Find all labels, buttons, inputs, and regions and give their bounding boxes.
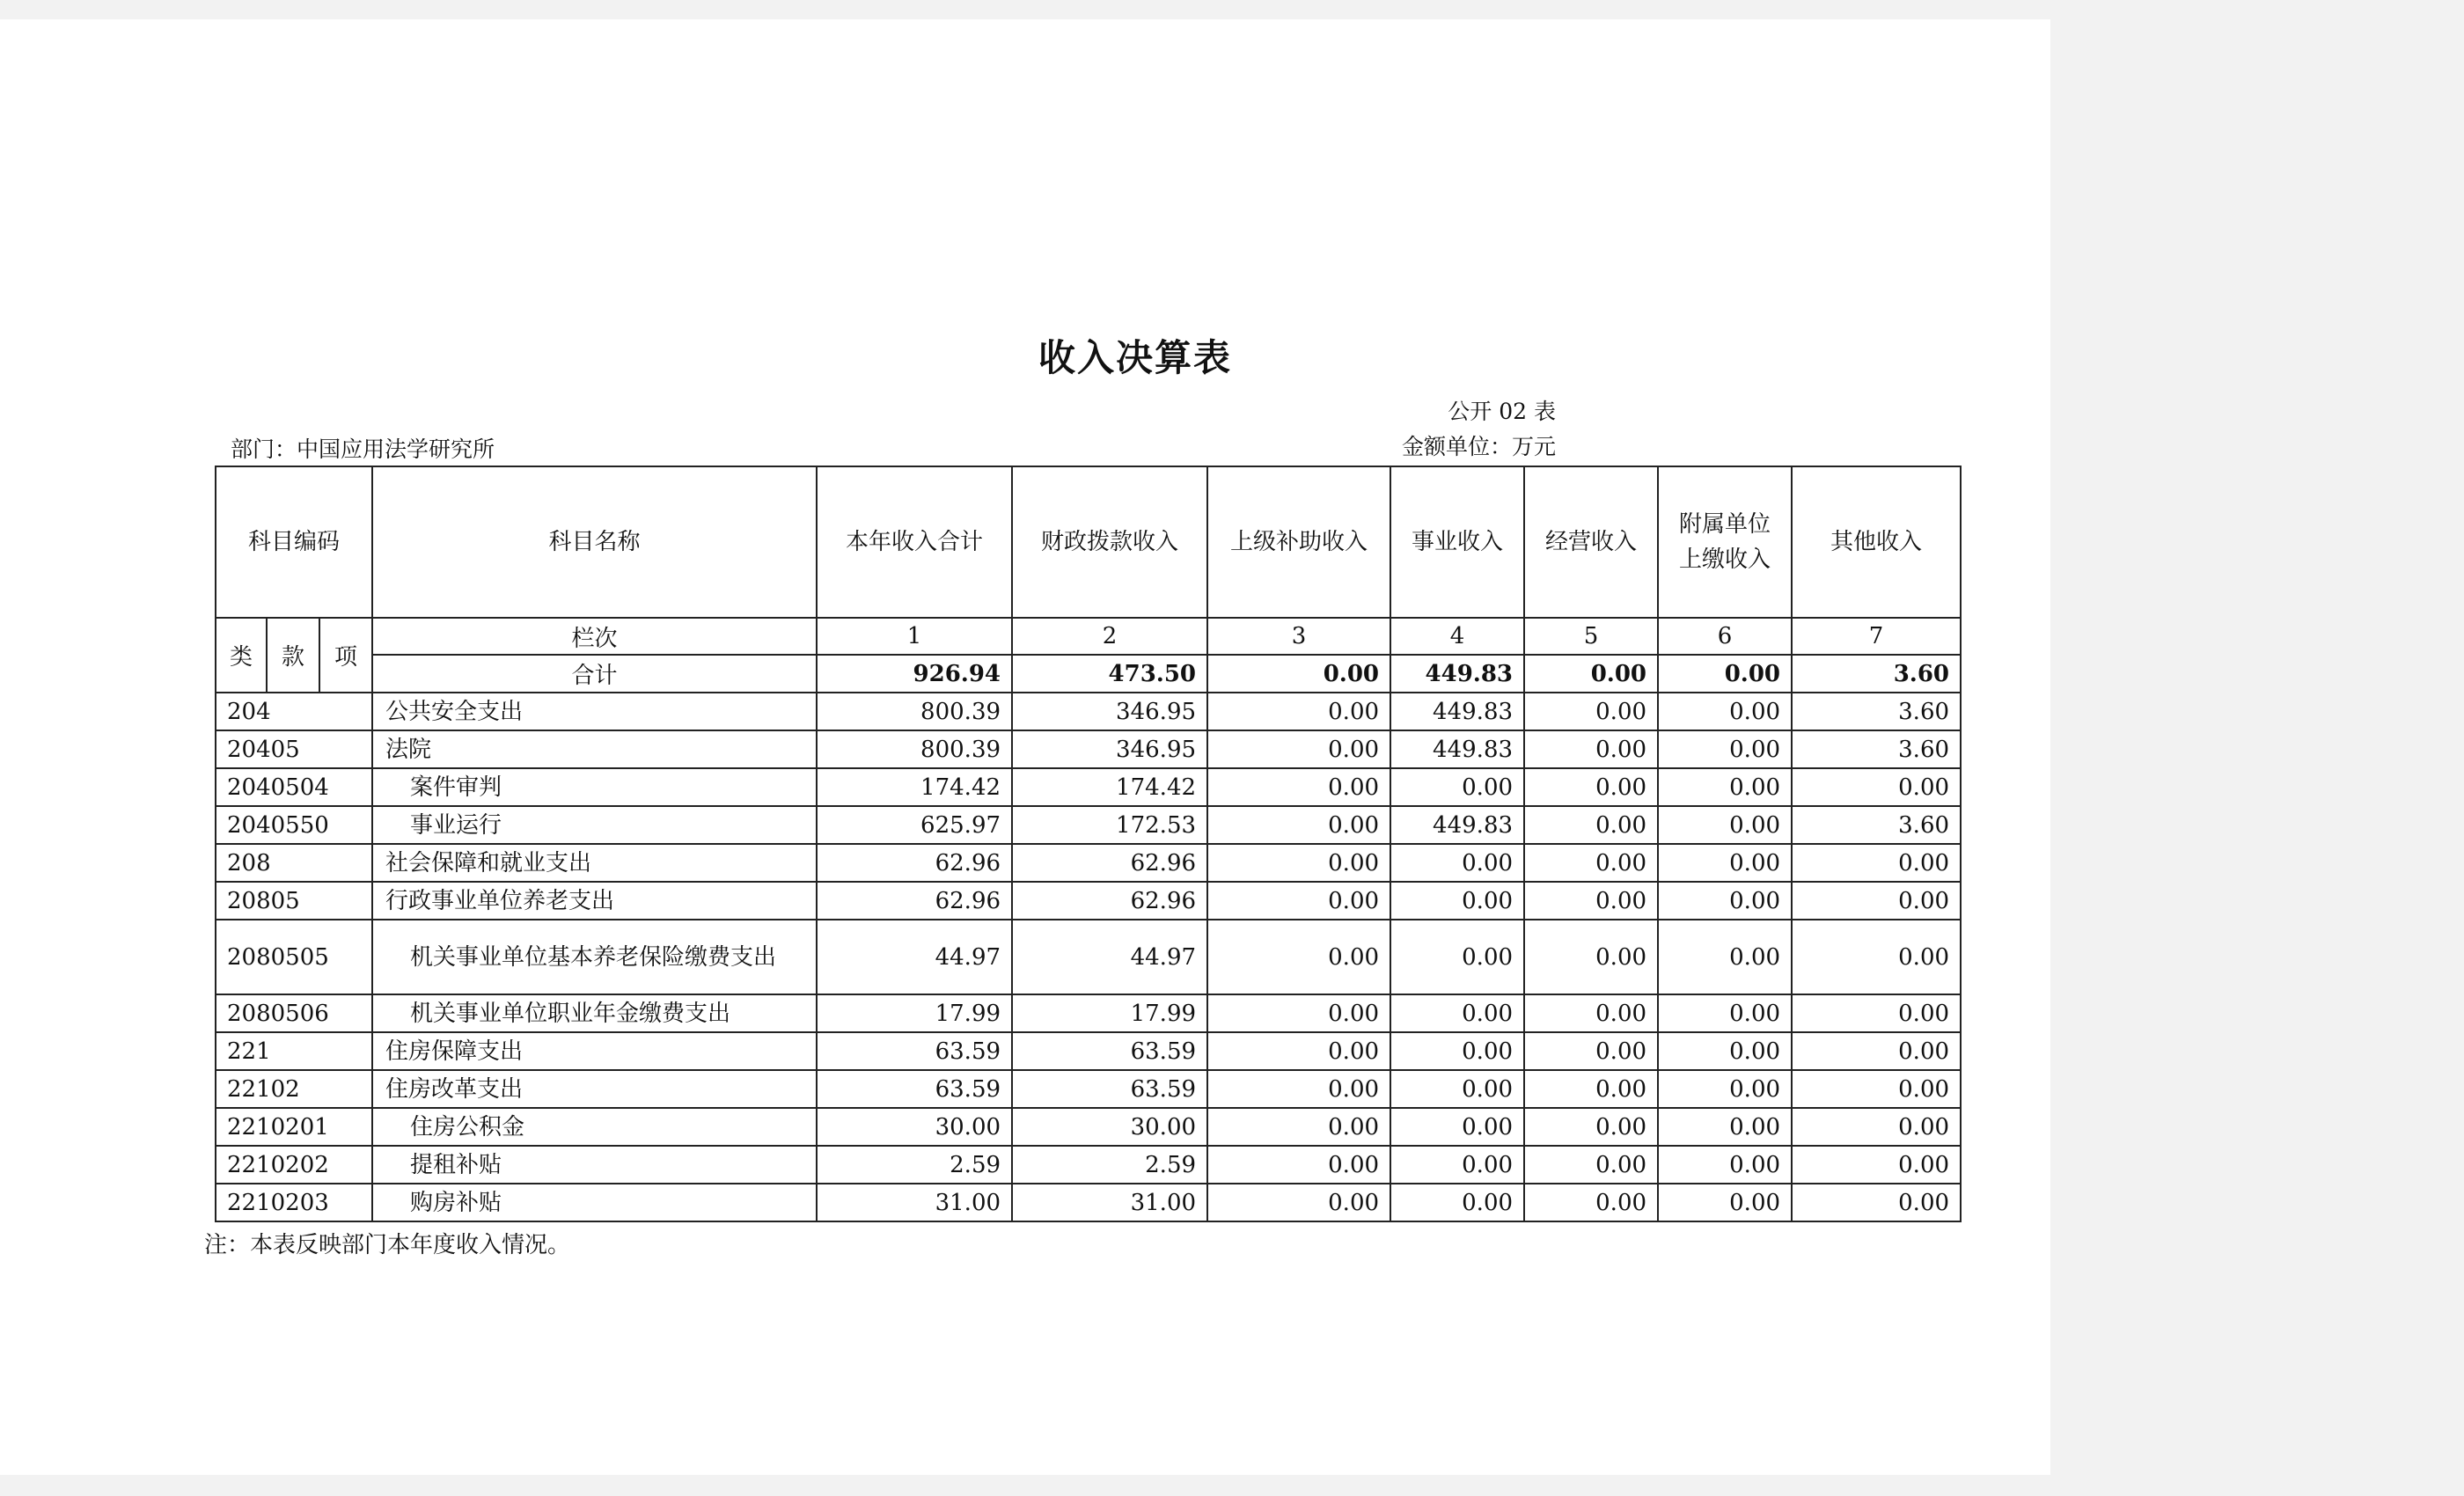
total-row [216, 655, 1961, 693]
header-col-4: 事业收入 [1390, 466, 1524, 618]
subject-code: 20805 [216, 882, 372, 920]
subject-name: 住房保障支出 [372, 1032, 817, 1070]
amount-cell: 0.00 [1524, 730, 1658, 768]
amount-cell: 0.00 [1207, 693, 1390, 730]
total-value: 0.00 [1524, 655, 1658, 693]
amount-cell: 0.00 [1524, 844, 1658, 882]
amount-cell: 0.00 [1658, 1108, 1792, 1146]
amount-cell: 0.00 [1524, 806, 1658, 844]
header-name: 科目名称 [372, 466, 817, 618]
subject-code: 2210201 [216, 1108, 372, 1146]
amount-cell: 0.00 [1792, 1146, 1961, 1184]
table-header [216, 466, 1961, 693]
amount-cell: 0.00 [1390, 920, 1524, 994]
amount-cell: 0.00 [1792, 882, 1961, 920]
column-index: 4 [1390, 618, 1524, 655]
amount-cell: 0.00 [1390, 1108, 1524, 1146]
header-col-5: 经营收入 [1524, 466, 1658, 618]
amount-cell: 0.00 [1207, 806, 1390, 844]
subject-name: 法院 [372, 730, 817, 768]
amount-cell: 0.00 [1390, 844, 1524, 882]
amount-cell: 3.60 [1792, 730, 1961, 768]
column-index: 5 [1524, 618, 1658, 655]
subject-name: 购房补贴 [372, 1184, 817, 1221]
subject-code: 204 [216, 693, 372, 730]
subject-code: 2210202 [216, 1146, 372, 1184]
table-row [216, 693, 1961, 730]
subject-code: 2080506 [216, 994, 372, 1032]
amount-cell: 0.00 [1658, 1184, 1792, 1221]
amount-cell: 0.00 [1207, 882, 1390, 920]
table-note: 注：本表反映部门本年度收入情况。 [204, 1232, 571, 1258]
amount-cell: 0.00 [1524, 1108, 1658, 1146]
header-xiang: 项 [319, 618, 372, 693]
total-value: 473.50 [1012, 655, 1207, 693]
amount-cell: 0.00 [1658, 1032, 1792, 1070]
amount-cell: 0.00 [1792, 844, 1961, 882]
amount-cell: 0.00 [1390, 882, 1524, 920]
amount-cell: 0.00 [1390, 1070, 1524, 1108]
total-label: 合计 [372, 655, 817, 693]
amount-cell: 0.00 [1792, 1070, 1961, 1108]
amount-cell: 0.00 [1390, 1146, 1524, 1184]
subject-name: 社会保障和就业支出 [372, 844, 817, 882]
total-value: 0.00 [1207, 655, 1390, 693]
amount-cell: 0.00 [1658, 806, 1792, 844]
amount-cell: 0.00 [1207, 994, 1390, 1032]
amount-cell: 172.53 [1012, 806, 1207, 844]
amount-cell: 0.00 [1390, 768, 1524, 806]
amount-cell: 2.59 [1012, 1146, 1207, 1184]
amount-cell: 346.95 [1012, 730, 1207, 768]
subject-name: 案件审判 [372, 768, 817, 806]
amount-cell: 449.83 [1390, 806, 1524, 844]
subject-code: 20405 [216, 730, 372, 768]
amount-cell: 0.00 [1524, 1032, 1658, 1070]
amount-cell: 63.59 [817, 1032, 1012, 1070]
amount-cell: 0.00 [1792, 768, 1961, 806]
table-row [216, 844, 1961, 882]
amount-cell: 0.00 [1792, 994, 1961, 1032]
table-row [216, 882, 1961, 920]
column-index-label: 栏次 [372, 618, 817, 655]
amount-cell: 0.00 [1658, 1070, 1792, 1108]
header-lei: 类 [216, 618, 267, 693]
amount-cell: 0.00 [1390, 1032, 1524, 1070]
form-number: 公开 02 表 [1448, 399, 1556, 424]
table-row [216, 1032, 1961, 1070]
amount-cell: 44.97 [817, 920, 1012, 994]
column-index: 6 [1658, 618, 1792, 655]
amount-cell: 0.00 [1524, 994, 1658, 1032]
amount-cell: 0.00 [1207, 1184, 1390, 1221]
amount-cell: 0.00 [1524, 768, 1658, 806]
header-code: 科目编码 [216, 466, 372, 618]
amount-cell: 0.00 [1207, 1070, 1390, 1108]
amount-cell: 44.97 [1012, 920, 1207, 994]
column-index: 1 [817, 618, 1012, 655]
amount-cell: 0.00 [1207, 844, 1390, 882]
amount-cell: 30.00 [817, 1108, 1012, 1146]
amount-cell: 0.00 [1524, 693, 1658, 730]
total-value: 926.94 [817, 655, 1012, 693]
amount-cell: 3.60 [1792, 693, 1961, 730]
amount-cell: 0.00 [1658, 693, 1792, 730]
table-body [216, 693, 1961, 1221]
department-label: 部门：中国应用法学研究所 [231, 436, 495, 462]
column-index: 3 [1207, 618, 1390, 655]
amount-cell: 800.39 [817, 730, 1012, 768]
amount-cell: 0.00 [1207, 730, 1390, 768]
table-row [216, 1108, 1961, 1146]
document-page [0, 19, 2050, 1475]
table-row [216, 1184, 1961, 1221]
amount-cell: 0.00 [1658, 844, 1792, 882]
amount-cell: 0.00 [1792, 1108, 1961, 1146]
amount-cell: 0.00 [1390, 994, 1524, 1032]
amount-cell: 0.00 [1207, 1032, 1390, 1070]
table-row [216, 1146, 1961, 1184]
amount-cell: 800.39 [817, 693, 1012, 730]
amount-cell: 31.00 [1012, 1184, 1207, 1221]
amount-cell: 346.95 [1012, 693, 1207, 730]
amount-cell: 0.00 [1207, 1146, 1390, 1184]
amount-cell: 449.83 [1390, 693, 1524, 730]
amount-cell: 0.00 [1792, 1032, 1961, 1070]
header-row [216, 466, 1961, 618]
subject-name: 住房公积金 [372, 1108, 817, 1146]
total-value: 3.60 [1792, 655, 1961, 693]
subject-name: 机关事业单位职业年金缴费支出 [372, 994, 817, 1032]
amount-cell: 0.00 [1524, 1146, 1658, 1184]
subject-code: 221 [216, 1032, 372, 1070]
amount-cell: 625.97 [817, 806, 1012, 844]
amount-cell: 31.00 [817, 1184, 1012, 1221]
amount-cell: 0.00 [1792, 1184, 1961, 1221]
header-col-3: 上级补助收入 [1207, 466, 1390, 618]
subject-name: 公共安全支出 [372, 693, 817, 730]
amount-cell: 62.96 [817, 844, 1012, 882]
amount-cell: 0.00 [1207, 768, 1390, 806]
amount-cell: 63.59 [1012, 1070, 1207, 1108]
page-title: 收入决算表 [1038, 336, 1232, 379]
total-value: 0.00 [1658, 655, 1792, 693]
amount-cell: 62.96 [1012, 844, 1207, 882]
amount-cell: 0.00 [1524, 1070, 1658, 1108]
amount-cell: 0.00 [1524, 920, 1658, 994]
subject-name: 机关事业单位基本养老保险缴费支出 [372, 920, 817, 994]
subject-code: 2040504 [216, 768, 372, 806]
amount-cell: 174.42 [817, 768, 1012, 806]
amount-cell: 449.83 [1390, 730, 1524, 768]
amount-cell: 0.00 [1658, 768, 1792, 806]
header-col-1: 本年收入合计 [817, 466, 1012, 618]
header-kuan: 款 [267, 618, 319, 693]
subject-name: 事业运行 [372, 806, 817, 844]
amount-cell: 0.00 [1524, 882, 1658, 920]
amount-cell: 0.00 [1390, 1184, 1524, 1221]
amount-cell: 0.00 [1524, 1184, 1658, 1221]
total-value: 449.83 [1390, 655, 1524, 693]
amount-cell: 62.96 [817, 882, 1012, 920]
column-index: 7 [1792, 618, 1961, 655]
amount-cell: 3.60 [1792, 806, 1961, 844]
subject-code: 2210203 [216, 1184, 372, 1221]
table-row [216, 768, 1961, 806]
subject-code: 22102 [216, 1070, 372, 1108]
table-row [216, 730, 1961, 768]
subject-code: 2040550 [216, 806, 372, 844]
amount-cell: 0.00 [1658, 920, 1792, 994]
column-number-row [216, 618, 1961, 655]
table-row [216, 806, 1961, 844]
subject-name: 行政事业单位养老支出 [372, 882, 817, 920]
column-index: 2 [1012, 618, 1207, 655]
amount-cell: 0.00 [1207, 920, 1390, 994]
table-row [216, 994, 1961, 1032]
subject-name: 住房改革支出 [372, 1070, 817, 1108]
amount-cell: 0.00 [1658, 1146, 1792, 1184]
amount-cell: 30.00 [1012, 1108, 1207, 1146]
amount-cell: 0.00 [1658, 994, 1792, 1032]
amount-cell: 0.00 [1658, 882, 1792, 920]
amount-cell: 62.96 [1012, 882, 1207, 920]
amount-cell: 17.99 [817, 994, 1012, 1032]
amount-cell: 0.00 [1207, 1108, 1390, 1146]
table-row [216, 920, 1961, 994]
amount-cell: 0.00 [1792, 920, 1961, 994]
amount-cell: 2.59 [817, 1146, 1012, 1184]
amount-cell: 63.59 [1012, 1032, 1207, 1070]
amount-cell: 63.59 [817, 1070, 1012, 1108]
header-col-7: 其他收入 [1792, 466, 1961, 618]
amount-cell: 0.00 [1658, 730, 1792, 768]
amount-cell: 174.42 [1012, 768, 1207, 806]
header-col-2: 财政拨款收入 [1012, 466, 1207, 618]
unit-label: 金额单位：万元 [1401, 434, 1556, 459]
amount-cell: 17.99 [1012, 994, 1207, 1032]
subject-code: 208 [216, 844, 372, 882]
table-row [216, 1070, 1961, 1108]
income-table [215, 466, 1962, 1222]
subject-name: 提租补贴 [372, 1146, 817, 1184]
header-col-6: 附属单位上缴收入 [1658, 466, 1792, 618]
subject-code: 2080505 [216, 920, 372, 994]
